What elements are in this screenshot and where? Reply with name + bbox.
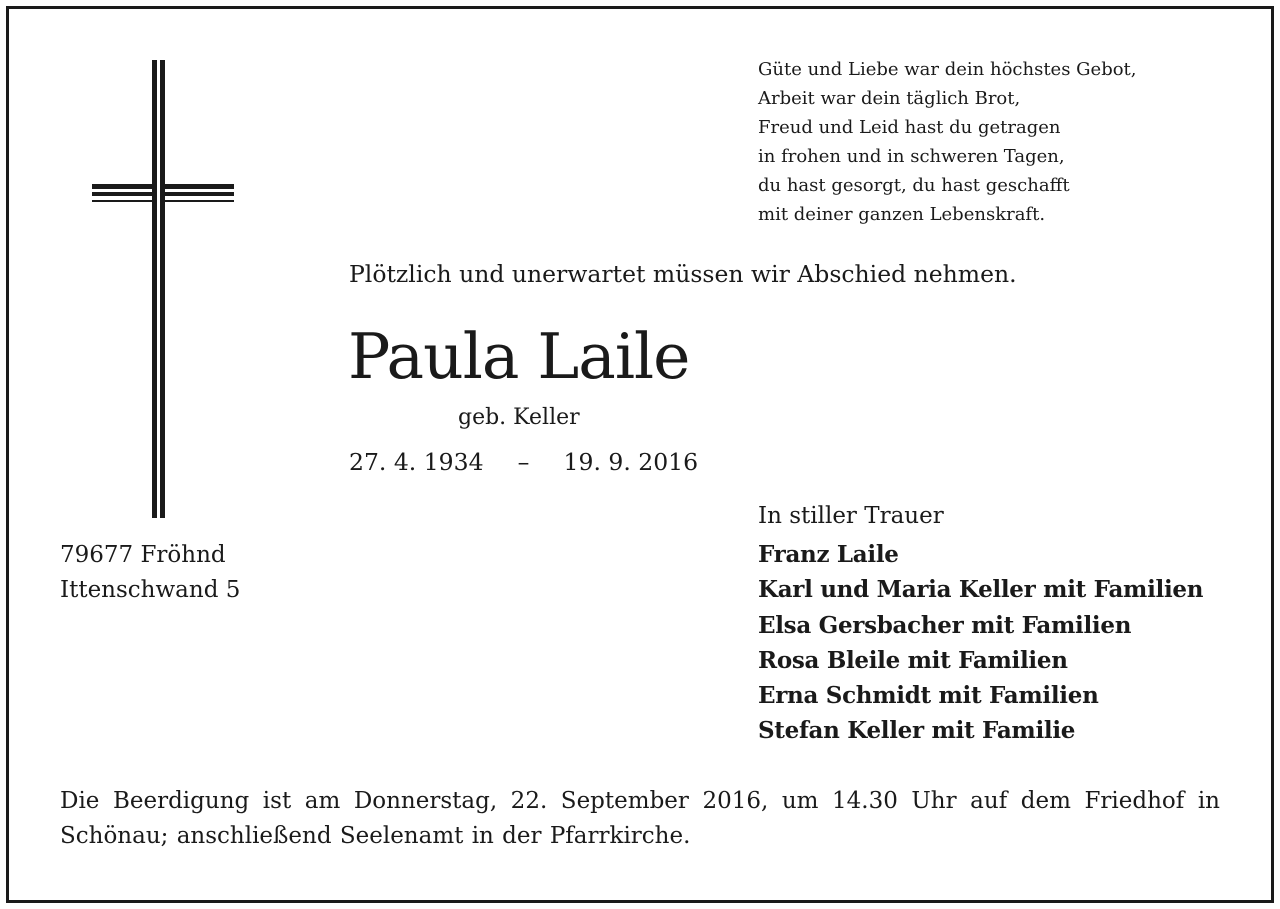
mourner-name: Erna Schmidt mit Familien: [758, 682, 1099, 710]
intro-text: Plötzlich und unerwartet müssen wir Abschied nehmen.: [349, 260, 1017, 288]
poem-line: Freud und Leid hast du getragen: [758, 117, 1061, 138]
mourner-name: Karl und Maria Keller mit Familien: [758, 576, 1204, 604]
poem-line: in frohen und in schweren Tagen,: [758, 146, 1065, 167]
funeral-notice: Die Beerdigung ist am Donnerstag, 22. September 2016, um 14.30 Uhr auf dem Friedhof in Schönau; anschließend Seelenamt in der Pfarrkirche.: [60, 788, 1220, 849]
poem-line: Güte und Liebe war dein höchstes Gebot,: [758, 59, 1137, 80]
poem: [758, 55, 1137, 229]
mourner-name: Franz Laile: [758, 541, 899, 568]
mourner-name: Rosa Bleile mit Familien: [758, 646, 1068, 674]
address-line: Ittenschwand 5: [60, 576, 241, 603]
mourning-heading: In stiller Trauer: [758, 503, 944, 529]
life-dates: [349, 444, 698, 480]
cross-icon: [92, 60, 234, 518]
poem-line: mit deiner ganzen Lebenskraft.: [758, 204, 1046, 225]
address-line: 79677 Fröhnd: [60, 542, 226, 568]
mourner-name: Elsa Gersbacher mit Familien: [758, 611, 1132, 639]
deceased-name: Paula Laile: [348, 320, 690, 393]
address: [60, 538, 240, 607]
poem-line: du hast gesorgt, du hast geschafft: [758, 175, 1070, 196]
mourners-list: [758, 537, 1203, 749]
poem-line: Arbeit war dein täglich Brot,: [758, 88, 1021, 109]
death-date: 19. 9. 2016: [563, 448, 699, 476]
mourner-name: Stefan Keller mit Familie: [758, 717, 1076, 745]
maiden-name: geb. Keller: [458, 405, 580, 430]
date-dash: –: [517, 448, 530, 476]
birth-date: 27. 4. 1934: [349, 448, 484, 476]
